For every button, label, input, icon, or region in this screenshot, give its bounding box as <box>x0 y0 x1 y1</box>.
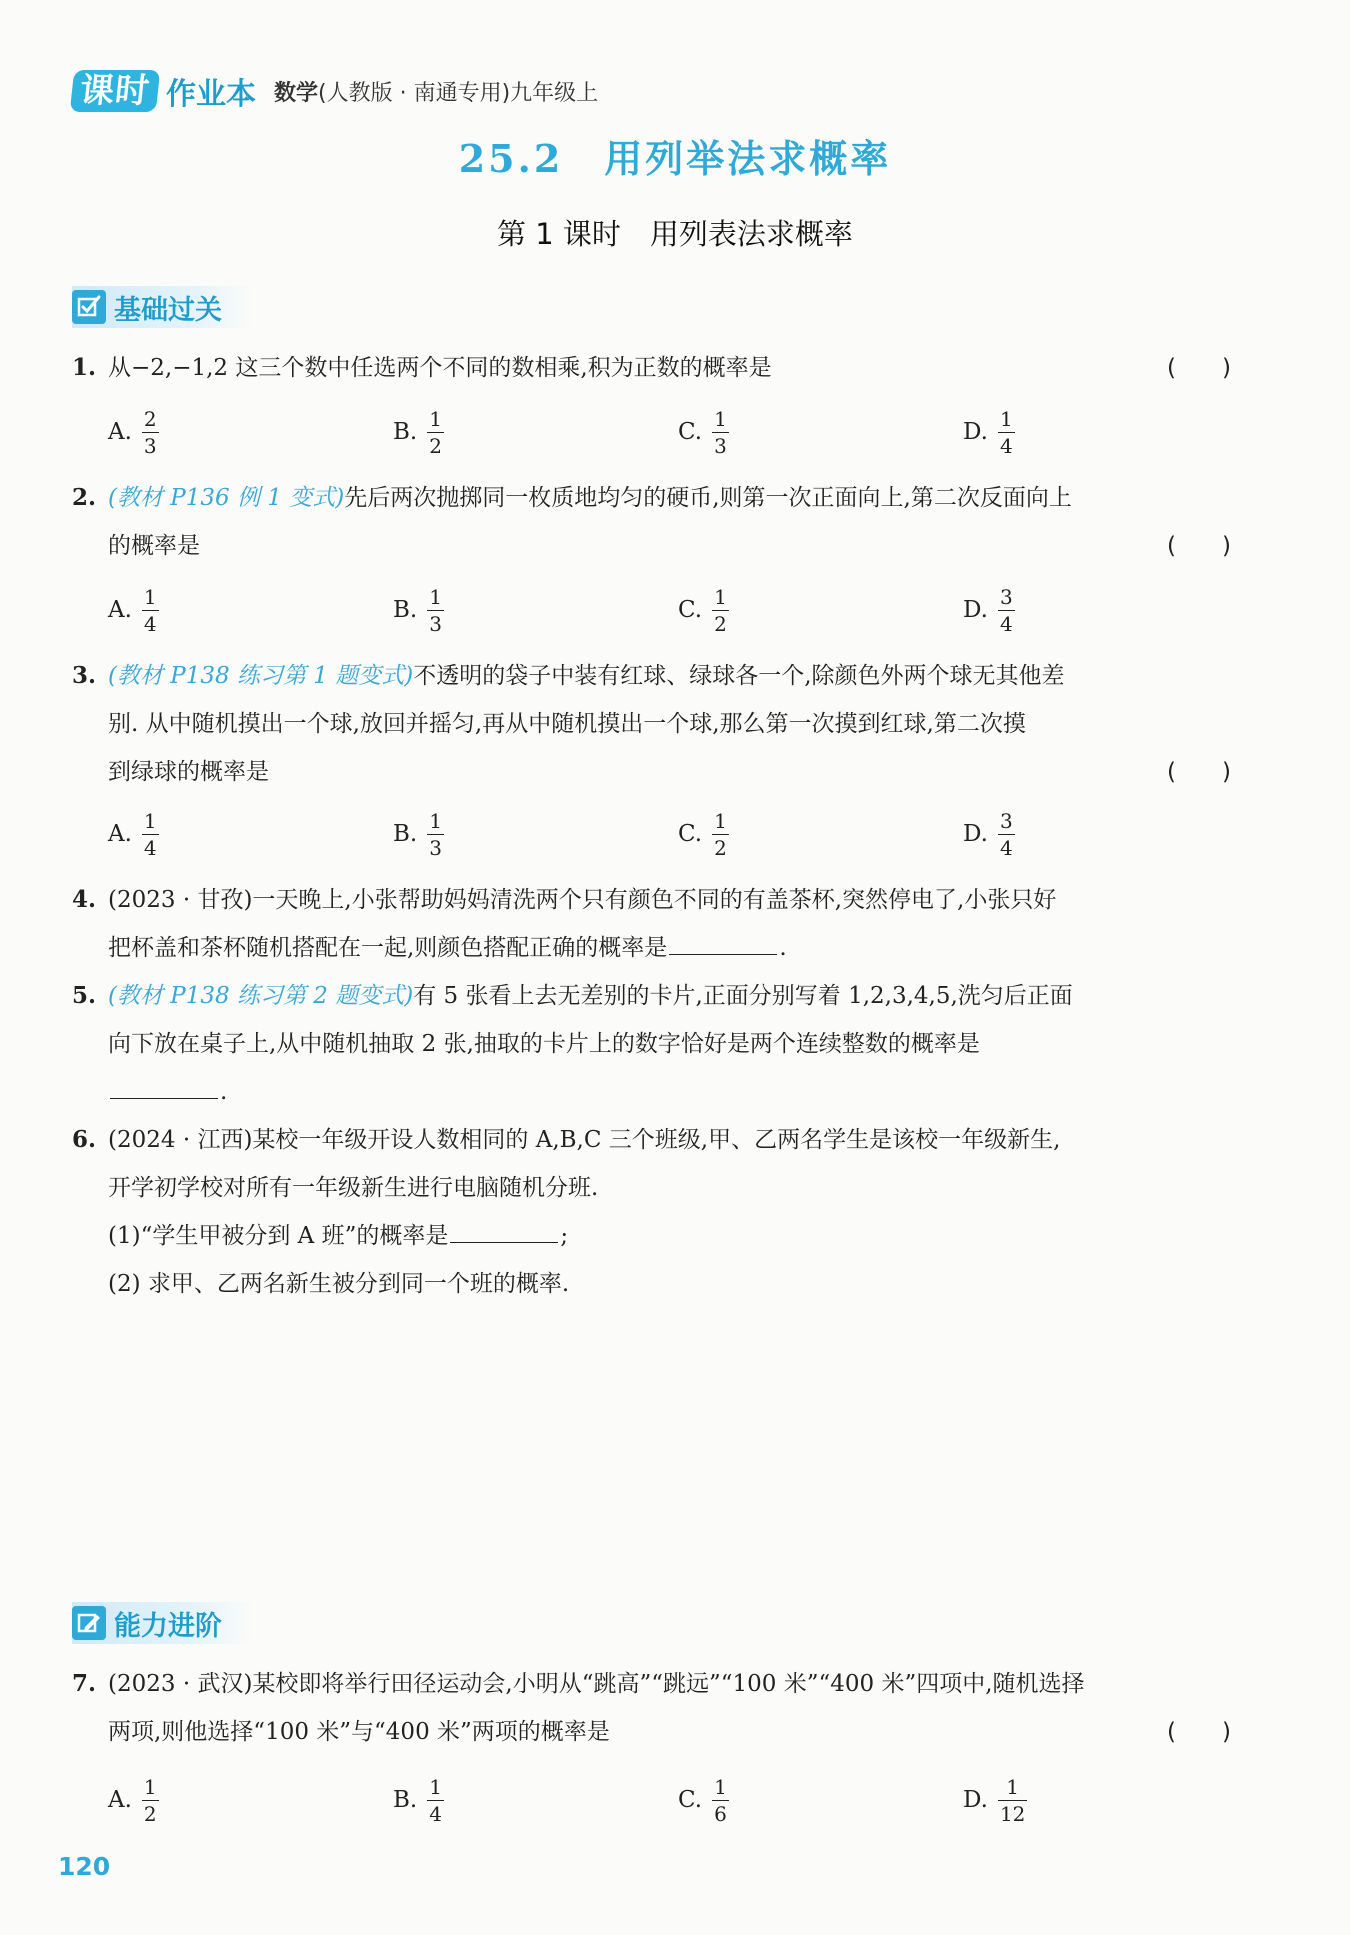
option-b[interactable] <box>393 578 678 642</box>
option-a[interactable] <box>108 400 393 464</box>
question-3 <box>72 652 1247 796</box>
fraction-numerator: 1 <box>429 1774 442 1799</box>
question-3-options <box>108 802 1248 866</box>
checkbox-pencil-icon <box>72 290 106 324</box>
question-text: 先后两次抛掷同一枚质地均匀的硬币,则第一次正面向上,第二次反面向上 <box>344 485 1072 511</box>
option-label: B. <box>393 597 418 623</box>
option-label: B. <box>393 1787 418 1813</box>
fraction-denominator: 4 <box>999 433 1013 458</box>
fraction <box>712 584 729 637</box>
lesson-title: 第 1 课时 用列表法求概率 <box>497 217 853 251</box>
question-source: (教材 P138 练习第 2 题变式) <box>108 983 414 1009</box>
fraction-denominator: 2 <box>714 835 727 860</box>
option-label: D. <box>963 821 988 847</box>
option-label: A. <box>108 597 132 623</box>
fraction-denominator: 4 <box>999 611 1013 636</box>
option-b[interactable] <box>393 1768 678 1832</box>
option-a[interactable] <box>108 578 393 642</box>
edit-pencil-icon <box>72 1606 106 1640</box>
question-2 <box>72 474 1247 570</box>
sentence-end: ; <box>560 1223 569 1249</box>
fraction-numerator: 3 <box>999 584 1013 609</box>
option-d[interactable] <box>963 802 1248 866</box>
question-text: 两项,则他选择“100 米”与“400 米”两项的概率是 <box>108 1719 610 1745</box>
question-7 <box>72 1660 1247 1756</box>
question-5 <box>72 972 1247 1116</box>
part-basic-header <box>72 286 252 328</box>
fraction-numerator: 1 <box>1006 1774 1020 1799</box>
sentence-end: . <box>220 1079 228 1105</box>
option-label: D. <box>963 1787 988 1813</box>
option-label: D. <box>963 419 988 445</box>
option-label: A. <box>108 1787 132 1813</box>
fraction <box>427 406 444 459</box>
question-4 <box>72 876 1247 972</box>
fraction-denominator: 2 <box>714 611 727 636</box>
option-d[interactable] <box>963 578 1248 642</box>
option-c[interactable] <box>678 400 963 464</box>
option-d[interactable] <box>963 1768 1248 1832</box>
question-number: 3. <box>72 662 97 689</box>
part-basic-label: 基础过关 <box>114 294 222 326</box>
option-b[interactable] <box>393 802 678 866</box>
question-number: 5. <box>72 982 97 1009</box>
fraction-numerator: 1 <box>714 584 727 609</box>
option-a[interactable] <box>108 802 393 866</box>
fraction-numerator: 1 <box>429 406 442 431</box>
question-source: (教材 P136 例 1 变式) <box>108 485 345 511</box>
question-source: (教材 P138 练习第 1 题变式) <box>108 663 414 689</box>
fraction <box>142 406 159 459</box>
question-text: 的概率是 <box>108 533 200 559</box>
fraction <box>712 406 729 459</box>
answer-bracket: ( ) <box>1167 759 1231 785</box>
question-text: 别. 从中随机摸出一个球,放回并摇匀,再从中随机摸出一个球,那么第一次摸到红球,第二次摸 <box>108 711 1026 737</box>
sentence-end: . <box>779 935 787 961</box>
question-number: 4. <box>72 886 97 913</box>
fraction <box>427 808 444 861</box>
option-label: C. <box>678 1787 703 1813</box>
option-label: B. <box>393 419 418 445</box>
answer-blank[interactable] <box>110 1068 218 1099</box>
question-text: 有 5 张看上去无差别的卡片,正面分别写着 1,2,3,4,5,洗匀后正面 <box>413 983 1073 1009</box>
fraction <box>427 1774 444 1827</box>
option-label: A. <box>108 821 132 847</box>
question-source: (2023 · 甘孜) <box>108 887 253 913</box>
fraction-denominator: 4 <box>143 611 157 636</box>
fraction <box>142 584 159 637</box>
question-source: (2023 · 武汉) <box>108 1671 253 1697</box>
answer-blank[interactable] <box>669 924 777 955</box>
fraction <box>712 1774 729 1827</box>
fraction-numerator: 1 <box>714 406 727 431</box>
fraction <box>998 406 1015 459</box>
brand-header <box>72 68 598 114</box>
answer-blank[interactable] <box>450 1212 558 1243</box>
fraction-denominator: 3 <box>429 835 442 860</box>
option-label: C. <box>678 419 703 445</box>
edition-label: (人教版 · 南通专用)九年级上 <box>318 80 599 106</box>
fraction-denominator: 2 <box>429 433 442 458</box>
question-text: 到绿球的概率是 <box>108 759 269 785</box>
fraction <box>998 808 1015 861</box>
fraction-numerator: 1 <box>714 1774 727 1799</box>
question-1-options <box>108 400 1248 464</box>
option-label: B. <box>393 821 418 847</box>
answer-bracket: ( ) <box>1167 355 1231 381</box>
fraction-denominator: 3 <box>714 433 727 458</box>
fraction-numerator: 1 <box>429 808 442 833</box>
question-1 <box>72 344 1247 392</box>
fraction <box>998 1774 1027 1827</box>
question-text: 某校一年级开设人数相同的 A,B,C 三个班级,甲、乙两名学生是该校一年级新生, <box>252 1127 1061 1153</box>
question-2-options <box>108 578 1248 642</box>
fraction <box>712 808 729 861</box>
fraction-numerator: 3 <box>999 808 1013 833</box>
option-a[interactable] <box>108 1768 393 1832</box>
fraction <box>142 808 159 861</box>
fraction-denominator: 4 <box>143 835 157 860</box>
option-d[interactable] <box>963 400 1248 464</box>
brand-logo: 课时 <box>70 70 160 112</box>
fraction <box>142 1774 159 1827</box>
option-c[interactable] <box>678 578 963 642</box>
question-7-options <box>108 1768 1248 1832</box>
question-text: 不透明的袋子中装有红球、绿球各一个,除颜色外两个球无其他差 <box>413 663 1065 689</box>
book-subtitle <box>274 76 598 107</box>
fraction-denominator: 3 <box>429 611 442 636</box>
question-number: 6. <box>72 1126 97 1153</box>
subquestion-1: (1)“学生甲被分到 A 班”的概率是 <box>108 1223 449 1249</box>
question-text: 某校即将举行田径运动会,小明从“跳高”“跳远”“100 米”“400 米”四项中,随机选择 <box>252 1671 1085 1697</box>
part-advanced-label: 能力进阶 <box>114 1610 222 1642</box>
question-number: 2. <box>72 484 97 511</box>
question-text: 把杯盖和茶杯随机搭配在一起,则颜色搭配正确的概率是 <box>108 935 668 961</box>
option-label: A. <box>108 419 132 445</box>
fraction-denominator: 6 <box>714 1801 727 1826</box>
brand-name: 作业本 <box>166 77 256 112</box>
section-title: 25.2 用列举法求概率 <box>458 136 892 181</box>
question-text: 从−2,−1,2 这三个数中任选两个不同的数相乘,积为正数的概率是 <box>108 355 772 381</box>
question-6 <box>72 1116 1247 1308</box>
fraction-numerator: 1 <box>714 808 727 833</box>
option-b[interactable] <box>393 400 678 464</box>
subject-label: 数学 <box>274 80 319 106</box>
part-advanced-header <box>72 1602 252 1644</box>
fraction-denominator: 3 <box>143 433 157 458</box>
question-number: 1. <box>72 354 97 381</box>
fraction-numerator: 1 <box>999 406 1013 431</box>
fraction-numerator: 2 <box>143 406 157 431</box>
fraction-denominator: 12 <box>999 1801 1026 1826</box>
option-label: C. <box>678 821 703 847</box>
question-text: 向下放在桌子上,从中随机抽取 2 张,抽取的卡片上的数字恰好是两个连续整数的概率是 <box>108 1031 980 1057</box>
option-label: C. <box>678 597 703 623</box>
fraction-denominator: 4 <box>999 835 1013 860</box>
question-source: (2024 · 江西) <box>108 1127 253 1153</box>
fraction-numerator: 1 <box>429 584 442 609</box>
subquestion-2: (2) 求甲、乙两名新生被分到同一个班的概率. <box>108 1271 570 1297</box>
answer-bracket: ( ) <box>1167 533 1231 559</box>
fraction-numerator: 1 <box>143 1774 157 1799</box>
fraction <box>998 584 1015 637</box>
fraction-denominator: 4 <box>429 1801 442 1826</box>
fraction-numerator: 1 <box>143 584 157 609</box>
option-c[interactable] <box>678 802 963 866</box>
page-number: 120 <box>58 1852 111 1881</box>
option-label: D. <box>963 597 988 623</box>
fraction-denominator: 2 <box>143 1801 157 1826</box>
answer-bracket: ( ) <box>1167 1719 1231 1745</box>
fraction <box>427 584 444 637</box>
question-text: 开学初学校对所有一年级新生进行电脑随机分班. <box>108 1175 599 1201</box>
fraction-numerator: 1 <box>143 808 157 833</box>
option-c[interactable] <box>678 1768 963 1832</box>
question-number: 7. <box>72 1670 97 1697</box>
question-text: 一天晚上,小张帮助妈妈清洗两个只有颜色不同的有盖茶杯,突然停电了,小张只好 <box>252 887 1057 913</box>
